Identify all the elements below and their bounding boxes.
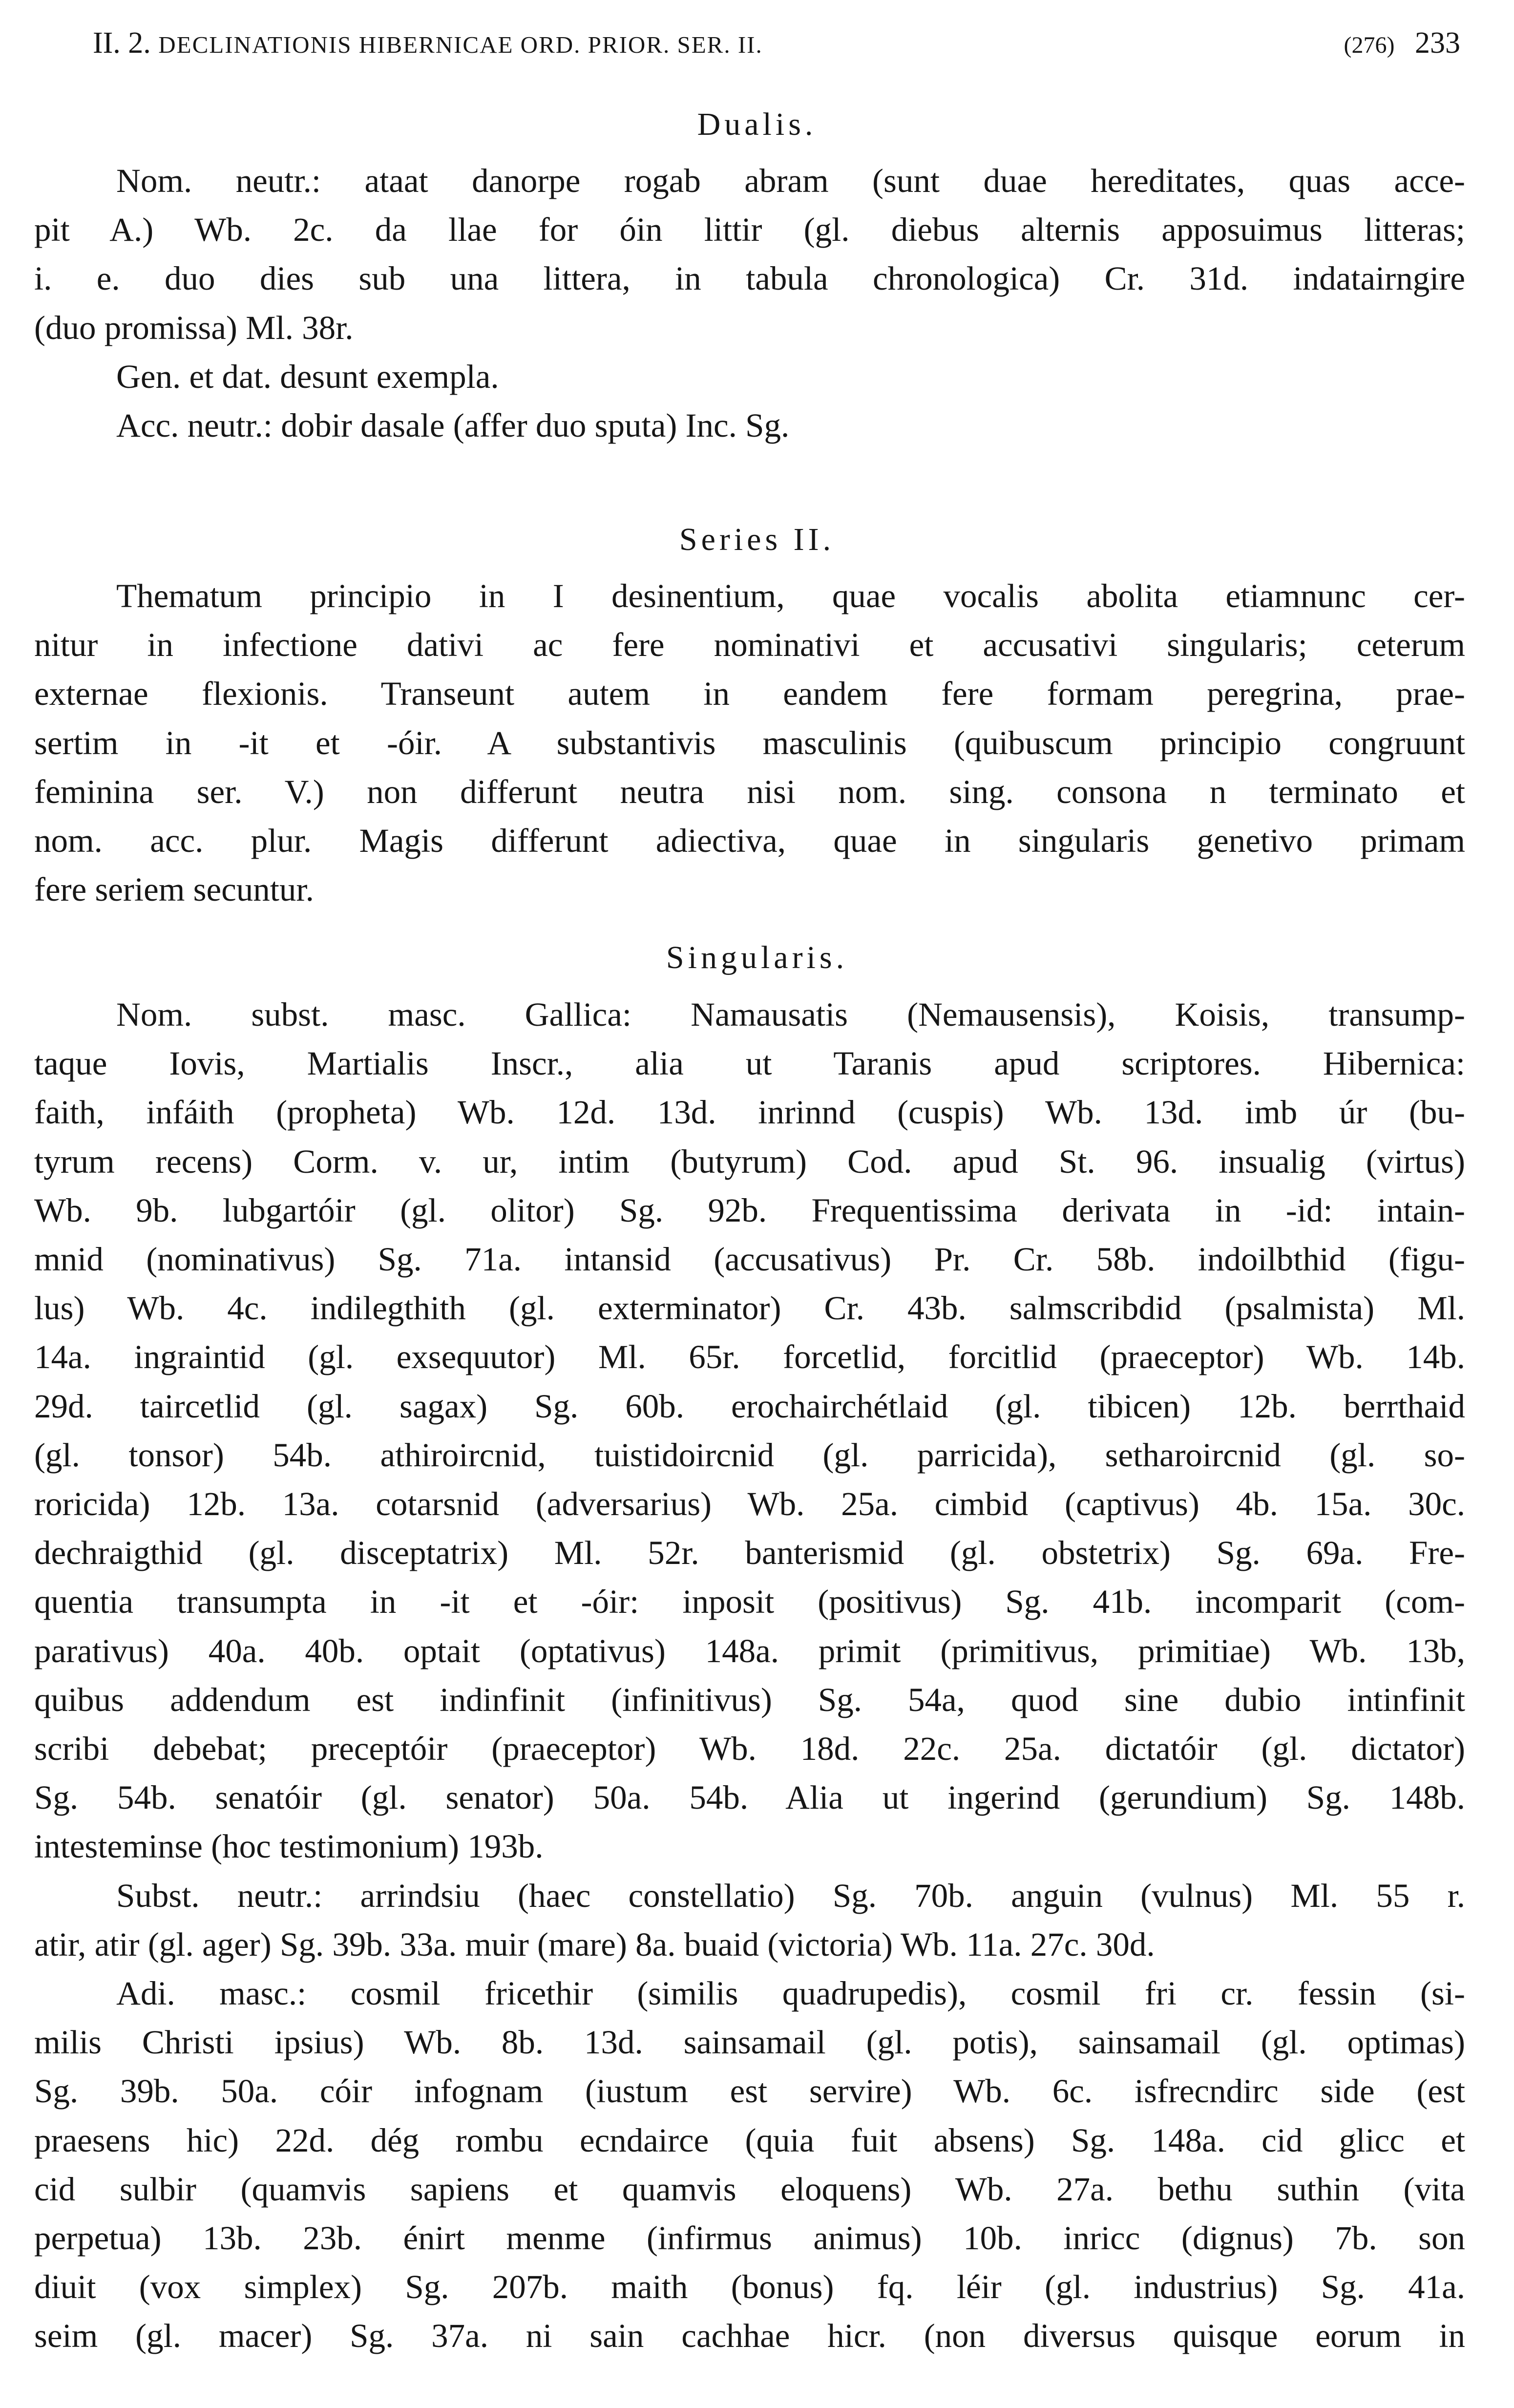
section-number: II. 2. bbox=[93, 26, 151, 60]
text-line: feminina ser. V.) non differunt neutra nisi nom. sing. consona n terminato et bbox=[34, 773, 1465, 810]
page-numbers bbox=[1344, 16, 1460, 73]
text-line: seim (gl. macer) Sg. 37a. ni sain cachhae hicr. (non diversus quisque eorum in bbox=[34, 2317, 1465, 2355]
text-line: Adi. masc.: cosmil fricethir (similis quadrupedis), cosmil fri cr. fessin (si- bbox=[116, 1975, 1465, 2012]
heading-dualis: Dualis. bbox=[697, 106, 817, 142]
original-page-number: (276) bbox=[1344, 32, 1395, 58]
text-line: (duo promissa) Ml. 38r. bbox=[34, 309, 354, 346]
text-line: roricida) 12b. 13a. cotarsnid (adversarius) Wb. 25a. cimbid (captivus) 4b. 15a. 30c. bbox=[34, 1485, 1465, 1523]
text-line: taque Iovis, Martialis Inscr., alia ut Taranis apud scriptores. Hibernica: bbox=[34, 1045, 1465, 1082]
chapter-title: DECLINATIONIS HIBERNICAE ORD. PRIOR. SER. II. bbox=[158, 31, 763, 58]
text-line: nitur in infectione dativi ac fere nominativi et accusativi singularis; ceterum bbox=[34, 626, 1465, 664]
text-line: Gen. et dat. desunt exempla. bbox=[116, 358, 499, 395]
running-header bbox=[93, 16, 1460, 70]
text-line: fere seriem secuntur. bbox=[34, 871, 314, 908]
text-line: faith, infáith (propheta) Wb. 12d. 13d. inrinnd (cuspis) Wb. 13d. imb úr (bu- bbox=[34, 1094, 1465, 1131]
text-line: atir, atir (gl. ager) Sg. 39b. 33a. muir (mare) 8a. buaid (victoria) Wb. 11a. 27c. 30d. bbox=[34, 1925, 1155, 1963]
text-line: Nom. neutr.: ataat danorpe rogab abram (sunt duae hereditates, quas acce- bbox=[116, 162, 1465, 199]
text-line: externae flexionis. Transeunt autem in eandem fere formam peregrina, prae- bbox=[34, 675, 1465, 713]
text-line: intesteminse (hoc testimonium) 193b. bbox=[34, 1828, 544, 1865]
text-line: sertim in -it et -óir. A substantivis masculinis (quibuscum principio congruunt bbox=[34, 724, 1465, 761]
heading-singularis: Singularis. bbox=[666, 940, 848, 975]
text-line: nom. acc. plur. Magis differunt adiectiva, quae in singularis genetivo primam bbox=[34, 822, 1465, 860]
text-line: Nom. subst. masc. Gallica: Namausatis (Nemausensis), Koisis, transump- bbox=[116, 996, 1465, 1033]
text-line: perpetua) 13b. 23b. énirt menme (infirmus animus) 10b. inricc (dignus) 7b. son bbox=[34, 2219, 1465, 2257]
page-number: 233 bbox=[1415, 26, 1460, 60]
text-line: Wb. 9b. lubgartóir (gl. olitor) Sg. 92b. Frequentissima derivata in -id: intain- bbox=[34, 1191, 1465, 1229]
text-line: 29d. taircetlid (gl. sagax) Sg. 60b. erochairchétlaid (gl. tibicen) 12b. berrthaid bbox=[34, 1387, 1465, 1425]
text-line: diuit (vox simplex) Sg. 207b. maith (bonus) fq. léir (gl. industrius) Sg. 41a. bbox=[34, 2268, 1465, 2306]
text-line: cid sulbir (quamvis sapiens et quamvis eloquens) Wb. 27a. bethu suthin (vita bbox=[34, 2170, 1465, 2208]
text-line: Acc. neutr.: dobir dasale (affer duo sputa) Inc. Sg. bbox=[116, 407, 790, 444]
text-line: praesens hic) 22d. dég rombu ecndairce (quia fuit absens) Sg. 148a. cid glicc et bbox=[34, 2121, 1465, 2159]
text-line: parativus) 40a. 40b. optait (optativus) 148a. primit (primitivus, primitiae) Wb. 13b, bbox=[34, 1632, 1465, 1669]
text-line: pit A.) Wb. 2c. da llae for óin littir (gl. diebus alternis apposuimus litteras; bbox=[34, 211, 1465, 249]
singularis-section bbox=[34, 990, 1465, 2361]
text-line: i. e. duo dies sub una littera, in tabula chronologica) Cr. 31d. indatairngire bbox=[34, 260, 1465, 297]
text-line: quentia transumpta in -it et -óir: inposit (positivus) Sg. 41b. incomparit (com- bbox=[34, 1583, 1465, 1621]
text-line: lus) Wb. 4c. indilegthith (gl. exterminator) Cr. 43b. salmscribdid (psalmista) Ml. bbox=[34, 1289, 1465, 1327]
text-line: Sg. 39b. 50a. cóir infognam (iustum est servire) Wb. 6c. isfrecndirc side (est bbox=[34, 2072, 1465, 2110]
running-header-title bbox=[93, 16, 763, 72]
text-line: Sg. 54b. senatóir (gl. senator) 50a. 54b. Alia ut ingerind (gerundium) Sg. 148b. bbox=[34, 1779, 1465, 1817]
series-intro-paragraph bbox=[34, 571, 1465, 914]
text-line: milis Christi ipsius) Wb. 8b. 13d. sainsamail (gl. potis), sainsamail (gl. optimas) bbox=[34, 2024, 1465, 2061]
text-line: scribi debebat; preceptóir (praeceptor) Wb. 18d. 22c. 25a. dictatóir (gl. dictator) bbox=[34, 1730, 1465, 1768]
text-line: dechraigthid (gl. disceptatrix) Ml. 52r. banterismid (gl. obstetrix) Sg. 69a. Fre- bbox=[34, 1534, 1465, 1572]
dualis-section bbox=[34, 156, 1465, 450]
text-line: (gl. tonsor) 54b. athiroircnid, tuistidoircnid (gl. parricida), setharoircnid (gl. so- bbox=[34, 1436, 1465, 1474]
text-line: Subst. neutr.: arrindsiu (haec constellatio) Sg. 70b. anguin (vulnus) Ml. 55 r. bbox=[116, 1877, 1465, 1914]
text-line: mnid (nominativus) Sg. 71a. intansid (accusativus) Pr. Cr. 58b. indoilbthid (figu- bbox=[34, 1241, 1465, 1278]
text-line: 14a. ingraintid (gl. exsequutor) Ml. 65r. forcetlid, forcitlid (praeceptor) Wb. 14b. bbox=[34, 1338, 1465, 1376]
text-line: tyrum recens) Corm. v. ur, intim (butyrum) Cod. apud St. 96. insualig (virtus) bbox=[34, 1142, 1465, 1180]
text-line: quibus addendum est indinfinit (infinitivus) Sg. 54a, quod sine dubio intinfinit bbox=[34, 1681, 1465, 1718]
heading-series-ii: Series II. bbox=[679, 522, 835, 557]
text-line: Thematum principio in I desinentium, quae vocalis abolita etiamnunc cer- bbox=[116, 577, 1465, 614]
